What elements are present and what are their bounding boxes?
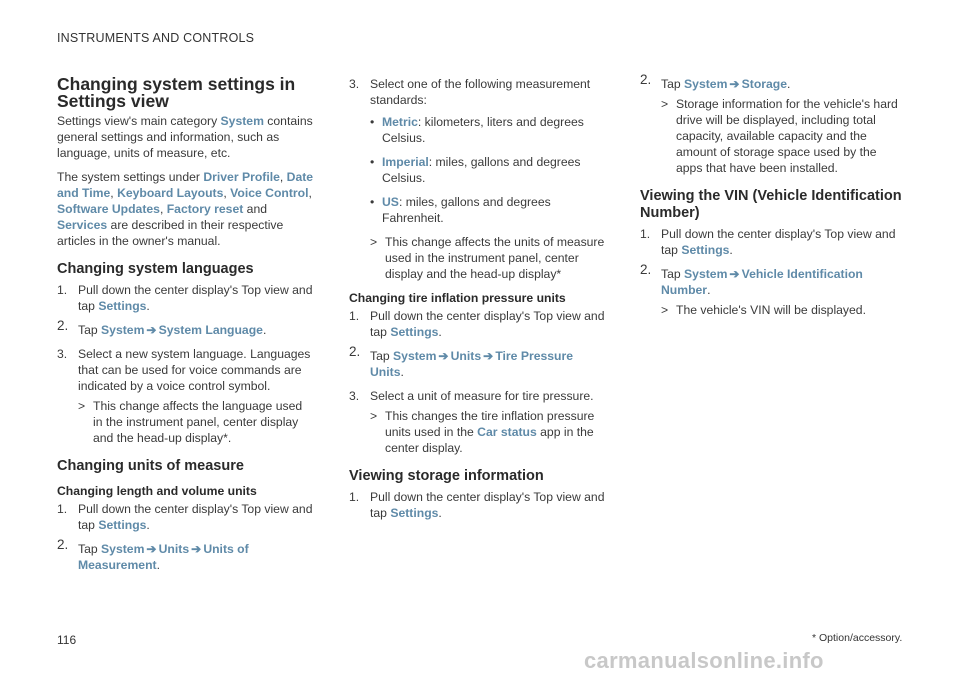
result-note: > This change affects the units of measure used in the instrument panel, center display and the head-up display* (370, 235, 605, 281)
step-3: 3. Select a unit of measure for tire pressure. > This changes the tire inflation pressure units used in the Car status app in the center display. (349, 388, 607, 456)
bullet-us: • US: miles, gallons and degrees Fahrenheit. (370, 195, 551, 225)
heading-vin: Viewing the VIN (Vehicle Identification Number) (640, 188, 902, 221)
step-1: 1. Pull down the center display's Top view and tap Settings. (349, 490, 605, 520)
watermark: carmanualsonline.info (584, 648, 824, 673)
page-number: 116 (57, 633, 77, 647)
bullet-imperial: • Imperial: miles, gallons and degrees Celsius. (370, 155, 581, 185)
step-1: 1. Pull down the center display's Top view and tap Settings. (640, 227, 896, 257)
arrow-right-icon: ➔ (729, 77, 740, 91)
step-1: 1. Pull down the center display's Top view and tap Settings. (349, 309, 605, 339)
section-title: Changing system settings in Settings view (57, 74, 296, 111)
result-note: > This change affects the language used in the instrument panel, center display and the head-up display*. (78, 399, 303, 445)
intro-paragraph: Settings view's main category System contains general settings and information, such as language, units of measure, etc. (57, 114, 313, 160)
bullet-metric: • Metric: kilometers, liters and degrees Celsius. (370, 115, 584, 145)
step-3: 3. Select one of the following measurement standards: • Metric: kilometers, liters and degrees Celsius. • Imperial: miles, gallons and degrees Celsius. • US: miles, gallons and degrees Fahrenheit. > This change affects the units of measure used in the instrument panel, center display and the head-up display* (349, 76, 607, 282)
kw-services: Services (57, 218, 108, 232)
arrow-right-icon: ➔ (729, 267, 740, 281)
kw-driver-profile: Driver Profile (203, 170, 280, 184)
arrow-right-icon: ➔ (146, 542, 157, 556)
footnote: * Option/accessory. (812, 632, 903, 644)
column-1 (57, 76, 315, 581)
heading-system-languages: Changing system languages (57, 261, 254, 277)
running-header: INSTRUMENTS AND CONTROLS (57, 31, 255, 45)
kw-date-and-time: Date and Time (57, 170, 314, 200)
kw-settings: Settings (98, 299, 147, 313)
subheading-tire-pressure: Changing tire inflation pressure units (349, 291, 566, 305)
step-2: 2. Tap System ➔ Units ➔ Tire Pressure Units. (349, 344, 574, 379)
column-2 (349, 76, 607, 529)
step-3: 3. Select a new system language. Languages that can be used for voice commands are indicated by a voice control symbol. > This change affects the language used in the instrument panel, center display and the head-up display*. (57, 346, 315, 446)
heading-storage-info: Viewing storage information (349, 468, 544, 484)
step-2: 2. Tap System ➔ Units ➔ Units of Measurement. (57, 537, 249, 572)
kw-keyboard-layouts: Keyboard Layouts (117, 186, 224, 200)
kw-voice-control: Voice Control (230, 186, 309, 200)
result-note: > Storage information for the vehicle's hard drive will be displayed, including total capacity, available capacity and the amount of storage space used by the apps that have been installed. (661, 97, 898, 175)
kw-factory-reset: Factory reset (166, 202, 244, 216)
heading-units-of-measure: Changing units of measure (57, 458, 244, 474)
kw-software-updates: Software Updates (57, 202, 160, 216)
arrow-right-icon: ➔ (483, 349, 494, 363)
column-3 (640, 72, 902, 326)
step-1: 1. Pull down the center display's Top view and tap Settings. (57, 283, 313, 313)
step-2: 2. Tap System ➔ Storage. > Storage information for the vehicle's hard drive will be displayed, including total capacity, available capacity and the amount of storage space used by the apps that have been installed. (640, 76, 902, 176)
arrow-right-icon: ➔ (191, 542, 202, 556)
system-settings-paragraph: The system settings under Driver Profile, Date and Time, Keyboard Layouts, Voice Control, Software Updates, Factory reset and Services are described in their respective articles in the owner's manual. (57, 170, 314, 248)
result-note: > This changes the tire inflation pressure units used in the Car status app in the center display. (370, 409, 595, 455)
arrow-right-icon: ➔ (438, 349, 449, 363)
kw-system: System (220, 114, 264, 128)
arrow-right-icon: ➔ (146, 323, 157, 337)
result-note: > The vehicle's VIN will be displayed. (661, 303, 866, 317)
step-2: 2. Tap System ➔ Vehicle Identification Number. > The vehicle's VIN will be displayed. (640, 266, 902, 318)
step-2: 2. Tap System ➔ System Language. (57, 318, 267, 337)
step-1: 1. Pull down the center display's Top view and tap Settings. (57, 502, 313, 532)
subheading-length-volume: Changing length and volume units (57, 484, 257, 498)
